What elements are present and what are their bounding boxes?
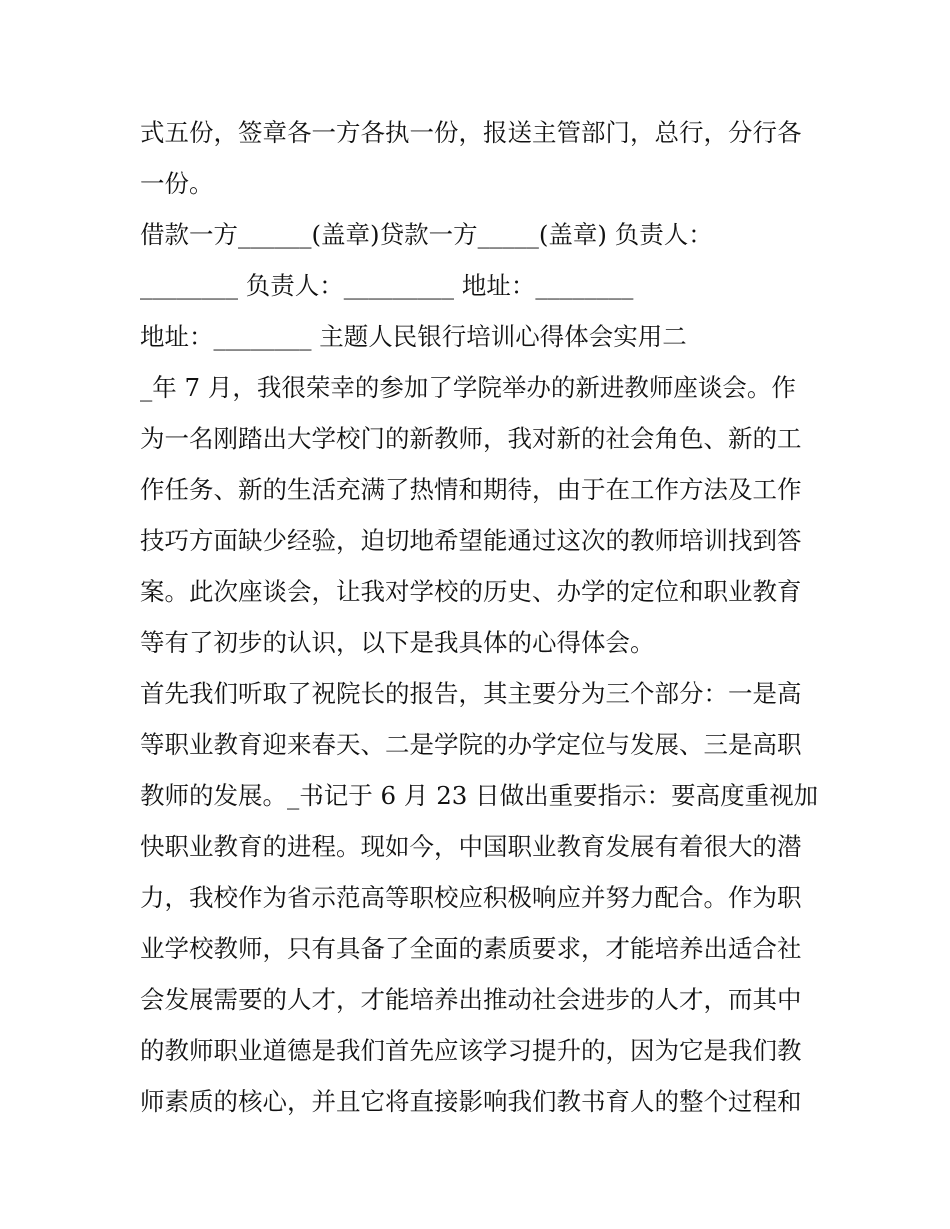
text-line: 教师的发展。_书记于 6 月 23 日做出重要指示：要高度重视加: [140, 781, 819, 810]
text-line: 式五份，签章各一方各执一份，报送主管部门，总行，分行各: [140, 118, 802, 147]
document-body: [140, 107, 820, 1127]
text-line: 案。此次座谈会，让我对学校的历史、办学的定位和职业教育: [140, 577, 802, 606]
text-line: 作任务、新的生活充满了热情和期待，由于在工作方法及工作: [140, 475, 802, 504]
text-line: 技巧方面缺少经验，迫切地希望能通过这次的教师培训找到答: [140, 526, 802, 555]
text-line: 等有了初步的认识，以下是我具体的心得体会。: [140, 628, 655, 657]
text-line: 为一名刚踏出大学校门的新教师，我对新的社会角色、新的工: [140, 424, 802, 453]
text-line: 地址：________ 主题人民银行培训心得体会实用二: [140, 322, 687, 351]
text-line: 会发展需要的人才，才能培养出推动社会进步的人才，而其中: [140, 985, 802, 1014]
text-line: 等职业教育迎来春天、二是学院的办学定位与发展、三是高职: [140, 730, 802, 759]
text-line: 力，我校作为省示范高等职校应积极响应并努力配合。作为职: [140, 883, 802, 912]
text-line: 一份。: [140, 169, 214, 198]
text-line: 借款一方______(盖章)贷款一方_____(盖章) 负责人：: [140, 220, 713, 249]
text-line: _年 7 月，我很荣幸的参加了学院举办的新进教师座谈会。作: [140, 373, 796, 402]
text-line: 的教师职业道德是我们首先应该学习提升的，因为它是我们教: [140, 1036, 802, 1065]
text-line: 师素质的核心，并且它将直接影响我们教书育人的整个过程和: [140, 1087, 802, 1116]
text-line: 业学校教师，只有具备了全面的素质要求，才能培养出适合社: [140, 934, 802, 963]
text-line: ________ 负责人：_________ 地址：________: [140, 271, 634, 300]
text-line: 首先我们听取了祝院长的报告，其主要分为三个部分：一是高: [140, 679, 802, 708]
text-line: 快职业教育的进程。现如今，中国职业教育发展有着很大的潜: [140, 832, 802, 861]
